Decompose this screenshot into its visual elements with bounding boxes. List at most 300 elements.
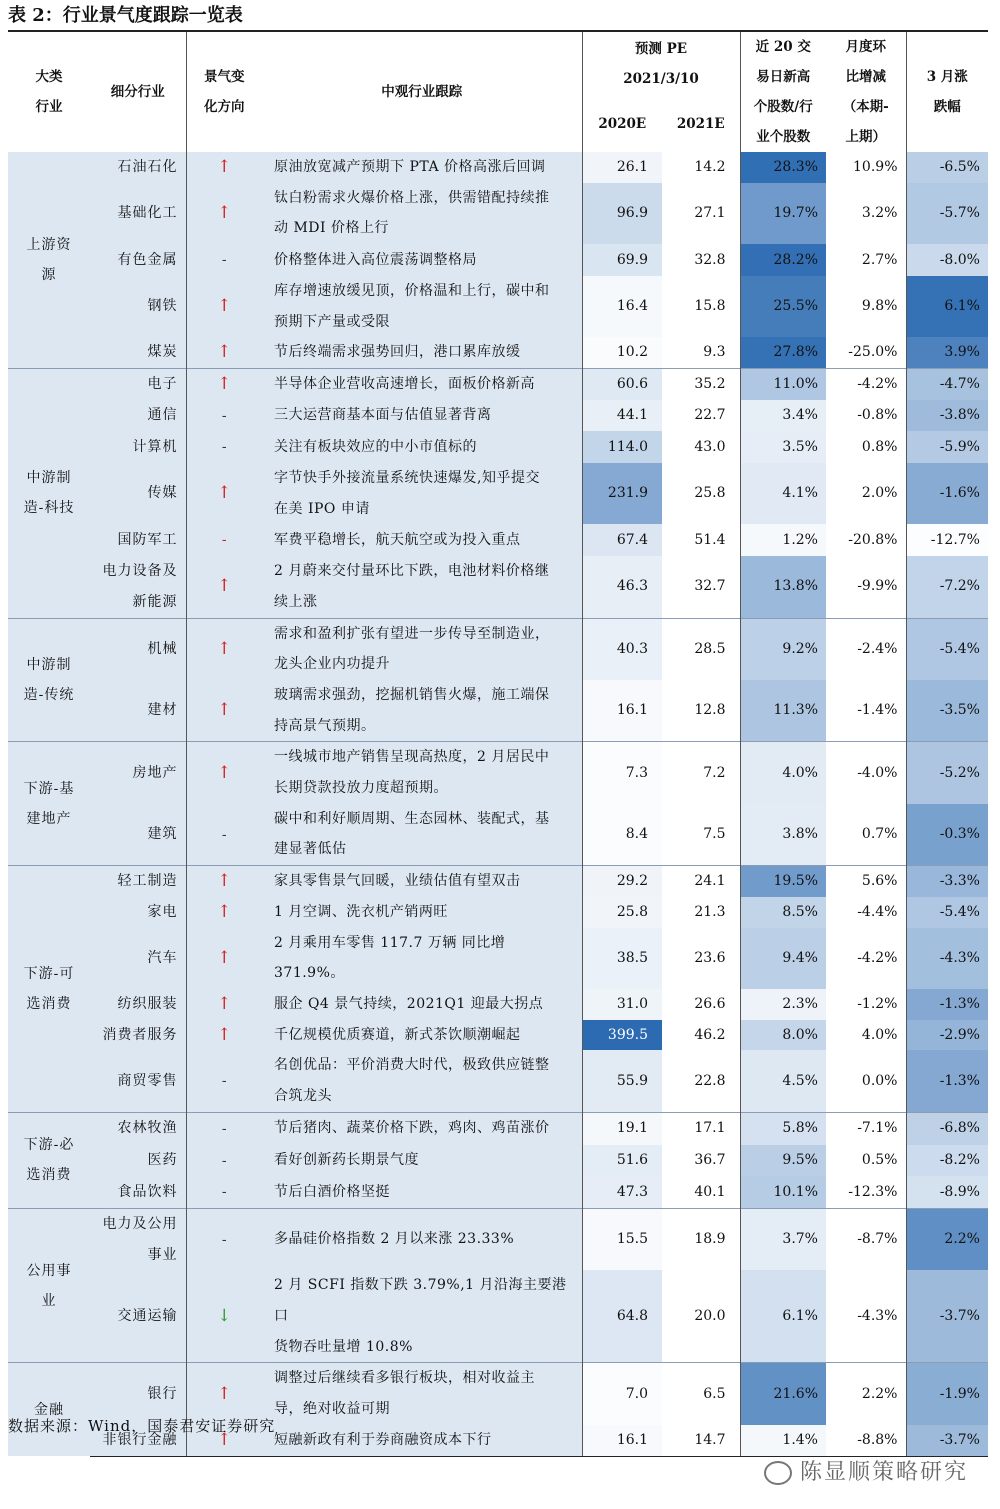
tracking-cell: 2 月乘用车零售 117.7 万辆 同比增 371.9%。 — [262, 928, 582, 989]
mom-change-cell: -4.3% — [857, 1308, 898, 1325]
tracking-cell: 原油放宽减产预期下 PTA 价格高涨后回调 — [262, 152, 582, 183]
pe-2020-cell: 15.5 — [582, 1208, 662, 1270]
sub-industry-cell: 通信 — [90, 400, 186, 432]
tracking-cell: 服企 Q4 景气持续，2021Q1 迎最大拐点 — [262, 989, 582, 1020]
dash-icon: - — [221, 252, 227, 269]
table-row — [8, 618, 988, 680]
tracking-cell: 价格整体进入高位震荡调整格局 — [262, 244, 582, 276]
new-high-cell: 9.5% — [740, 1145, 826, 1177]
pe-2021-cell: 18.9 — [662, 1208, 740, 1270]
pe-2020-cell: 44.1 — [582, 400, 662, 432]
arrow-up-icon: ↑ — [217, 373, 232, 394]
sub-industry-cell: 建材 — [90, 680, 186, 742]
pe-2021-cell: 40.1 — [694, 1183, 726, 1200]
mom-change-cell: -4.2% — [826, 368, 906, 399]
march-change-cell: -5.7% — [906, 183, 988, 244]
arrow-up-icon: ↑ — [217, 296, 232, 317]
pe-2020-cell: 29.2 — [582, 866, 662, 897]
pe-2020-cell: 60.6 — [582, 368, 662, 399]
march-change-cell: -3.7% — [906, 1425, 988, 1456]
header-sub-industry: 细分行业 — [110, 84, 165, 100]
sub-industry-cell: 机械 — [90, 618, 186, 680]
new-high-cell: 4.5% — [740, 1050, 826, 1112]
dash-icon: - — [221, 532, 227, 549]
tracking-cell: 节后白酒价格坚挺 — [262, 1176, 582, 1208]
header-march: 3 月涨 跌幅 — [906, 32, 988, 152]
sub-industry-cell: 食品饮料 — [90, 1176, 186, 1208]
tracking-cell: 短融新政有利于券商融资成本下行 — [262, 1425, 582, 1456]
pe-2020-cell: 46.3 — [582, 556, 662, 618]
table-row — [8, 431, 988, 463]
pe-2020-cell: 19.1 — [582, 1112, 662, 1144]
mom-change-cell: 2.7% — [861, 251, 898, 268]
table-row — [8, 152, 988, 183]
arrow-up-icon: ↑ — [217, 1429, 232, 1450]
tracking-cell: 看好创新药长期景气度 — [262, 1145, 582, 1177]
new-high-cell: 28.3% — [740, 152, 826, 183]
pe-2021-cell: 32.7 — [694, 578, 726, 595]
arrow-up-icon: ↑ — [217, 700, 232, 721]
sub-industry-cell: 电力设备及 新能源 — [90, 556, 186, 618]
mom-change-cell: 2.0% — [861, 485, 898, 502]
table-row — [8, 463, 988, 524]
march-change-cell: -5.4% — [906, 897, 988, 928]
arrow-up-icon: ↑ — [217, 203, 232, 224]
table-row — [8, 1112, 988, 1144]
direction-cell — [186, 1020, 262, 1051]
dash-icon: - — [221, 1073, 227, 1090]
mom-change-cell: -8.8% — [826, 1425, 906, 1456]
new-high-cell: 21.6% — [740, 1363, 826, 1425]
march-change-cell: -5.4% — [906, 618, 988, 680]
tracking-cell: 玻璃需求强劲，挖掘机销售火爆，施工端保 持高景气预期。 — [262, 680, 582, 742]
march-change-cell: -3.7% — [906, 1270, 988, 1363]
pe-2021-cell: 27.1 — [694, 205, 726, 222]
march-change-cell: -8.0% — [906, 244, 988, 276]
category-cell: 下游-基 建地产 — [8, 742, 90, 866]
new-high-cell: 1.4% — [740, 1425, 826, 1456]
header-mom: 月度环 比增减 （本期- 上期） — [842, 39, 889, 145]
industry-table — [8, 32, 988, 1457]
new-high-cell: 28.2% — [740, 244, 826, 276]
sub-industry-cell: 电子 — [90, 368, 186, 399]
new-high-cell: 8.5% — [740, 897, 826, 928]
arrow-up-icon: ↑ — [217, 993, 232, 1014]
pe-2020-cell: 67.4 — [582, 524, 662, 556]
march-change-cell: -1.3% — [906, 1050, 988, 1112]
direction-cell — [186, 1050, 262, 1112]
pe-2021-cell: 51.4 — [694, 531, 726, 548]
data-source-note: 数据来源：Wind，国泰君安证券研究 — [8, 1417, 276, 1435]
pe-2020-cell: 51.6 — [582, 1145, 662, 1177]
table-row — [8, 1270, 988, 1363]
sub-industry-cell: 石油石化 — [90, 152, 186, 183]
pe-2020-cell: 231.9 — [582, 463, 662, 524]
pe-2021-cell: 12.8 — [694, 702, 726, 719]
tracking-cell: 需求和盈利扩张有望进一步传导至制造业， 龙头企业内功提升 — [262, 618, 582, 680]
pe-2021-cell: 24.1 — [662, 866, 740, 897]
watermark-text: 陈显顺策略研究 — [799, 1460, 968, 1485]
pe-2020-cell: 16.4 — [582, 276, 662, 337]
sub-industry-cell: 商贸零售 — [90, 1050, 186, 1112]
mom-change-cell: 0.7% — [861, 826, 898, 843]
direction-cell — [186, 866, 262, 897]
pe-2020-cell: 8.4 — [582, 804, 662, 866]
mom-change-cell: -2.4% — [826, 618, 906, 680]
table-row — [8, 1145, 988, 1177]
sub-industry-cell: 轻工制造 — [90, 866, 186, 897]
mom-change-cell: -20.8% — [848, 531, 898, 548]
pe-2020-cell: 69.9 — [582, 244, 662, 276]
march-change-cell: 6.1% — [906, 276, 988, 337]
new-high-cell: 3.8% — [740, 804, 826, 866]
sub-industry-cell: 交通运输 — [90, 1270, 186, 1363]
sub-industry-cell: 银行 — [90, 1363, 186, 1425]
table-row — [8, 866, 988, 897]
new-high-cell: 3.5% — [740, 431, 826, 463]
direction-cell — [186, 400, 262, 432]
direction-cell — [186, 276, 262, 337]
pe-2021-cell: 28.5 — [662, 618, 740, 680]
pe-2020-cell: 31.0 — [582, 989, 662, 1020]
pe-2021-cell: 23.6 — [694, 949, 726, 966]
new-high-cell: 4.0% — [740, 742, 826, 804]
direction-cell — [186, 524, 262, 556]
sub-industry-cell: 农林牧渔 — [90, 1112, 186, 1144]
direction-cell — [186, 556, 262, 618]
pe-2020-cell: 7.3 — [582, 742, 662, 804]
direction-cell — [186, 183, 262, 244]
table-row — [8, 524, 988, 556]
tracking-cell: 调整过后继续看多银行板块，相对收益主 导，绝对收益可期 — [262, 1363, 582, 1425]
arrow-up-icon: ↑ — [217, 157, 232, 177]
tracking-cell: 半导体企业营收高速增长，面板价格新高 — [262, 368, 582, 399]
sub-industry-cell: 消费者服务 — [90, 1020, 186, 1051]
new-high-cell: 11.3% — [740, 680, 826, 742]
mom-change-cell: 3.2% — [861, 205, 898, 222]
new-high-cell: 13.8% — [740, 556, 826, 618]
march-change-cell: -8.2% — [906, 1145, 988, 1177]
pe-2021-cell: 43.0 — [694, 438, 726, 455]
tracking-cell: 节后猪肉、蔬菜价格下跌，鸡肉、鸡苗涨价 — [262, 1112, 582, 1144]
mom-change-cell: 0.8% — [861, 438, 898, 455]
header-pe-group: 预测 PE 2021/3/10 — [582, 32, 740, 95]
wechat-icon — [764, 1461, 792, 1485]
sub-industry-cell: 家电 — [90, 897, 186, 928]
pe-2021-cell: 7.5 — [703, 826, 726, 843]
sub-industry-cell: 计算机 — [90, 431, 186, 463]
march-change-cell: -3.3% — [906, 866, 988, 897]
tracking-cell: 名创优品：平价消费大时代，极致供应链整 合筑龙头 — [262, 1050, 582, 1112]
table-row — [8, 1176, 988, 1208]
march-change-cell: 2.2% — [906, 1208, 988, 1270]
pe-2021-cell: 14.2 — [694, 159, 726, 175]
sub-industry-cell: 房地产 — [90, 742, 186, 804]
arrow-up-icon: ↑ — [217, 576, 232, 597]
new-high-cell: 19.5% — [740, 866, 826, 897]
dash-icon: - — [221, 826, 227, 843]
arrow-up-icon: ↑ — [217, 342, 232, 363]
direction-cell — [186, 244, 262, 276]
table-row — [8, 556, 988, 618]
sub-industry-cell: 纺织服装 — [90, 989, 186, 1020]
march-change-cell: -1.9% — [906, 1363, 988, 1425]
pe-2021-cell: 35.2 — [662, 368, 740, 399]
direction-cell — [186, 337, 262, 368]
dash-icon: - — [221, 1231, 227, 1248]
new-high-cell: 9.4% — [740, 928, 826, 989]
pe-2020-cell: 7.0 — [582, 1363, 662, 1425]
direction-cell — [186, 1145, 262, 1177]
table-title: 表 2：行业景气度跟踪一览表 — [8, 5, 243, 26]
pe-2021-cell: 9.3 — [703, 344, 726, 361]
direction-cell — [186, 989, 262, 1020]
march-change-cell: -4.3% — [906, 928, 988, 989]
tracking-cell: 家具零售景气回暖，业绩估值有望双击 — [262, 866, 582, 897]
tracking-cell: 节后终端需求强势回归，港口累库放缓 — [262, 337, 582, 368]
tracking-cell: 多晶硅价格指数 2 月以来涨 23.33% — [262, 1208, 582, 1270]
pe-2021-cell: 25.8 — [694, 485, 726, 502]
pe-2021-cell: 32.8 — [694, 251, 726, 268]
tracking-cell: 三大运营商基本面与估值显著背离 — [262, 400, 582, 432]
march-change-cell: -6.5% — [906, 152, 988, 183]
header-new-high: 近 20 交 易日新高 个股数/行 业个股数 — [740, 32, 826, 152]
dash-icon: - — [221, 1152, 227, 1169]
march-change-cell: -5.9% — [906, 431, 988, 463]
new-high-cell: 10.1% — [740, 1176, 826, 1208]
march-change-cell: -1.3% — [906, 989, 988, 1020]
new-high-cell: 27.8% — [740, 337, 826, 368]
new-high-cell: 8.0% — [740, 1020, 826, 1051]
march-change-cell: -7.2% — [906, 556, 988, 618]
march-change-cell: -3.5% — [906, 680, 988, 742]
mom-change-cell: -4.0% — [826, 742, 906, 804]
table-row — [8, 928, 988, 989]
march-change-cell: -2.9% — [906, 1020, 988, 1051]
new-high-cell: 2.3% — [740, 989, 826, 1020]
new-high-cell: 3.4% — [740, 400, 826, 432]
direction-cell — [186, 431, 262, 463]
sub-industry-cell: 钢铁 — [90, 276, 186, 337]
table-row — [8, 368, 988, 399]
tracking-cell: 一线城市地产销售呈现高热度，2 月居民中 长期贷款投放力度超预期。 — [262, 742, 582, 804]
sub-industry-cell: 有色金属 — [90, 244, 186, 276]
pe-2020-cell: 55.9 — [582, 1050, 662, 1112]
pe-2020-cell: 64.8 — [582, 1270, 662, 1363]
category-cell: 中游制 造-传统 — [8, 618, 90, 742]
arrow-up-icon: ↑ — [217, 901, 232, 922]
tracking-cell: 千亿规模优质赛道，新式茶饮顺潮崛起 — [262, 1020, 582, 1051]
tracking-cell: 关注有板块效应的中小市值标的 — [262, 431, 582, 463]
pe-2020-cell: 25.8 — [582, 897, 662, 928]
pe-2020-cell: 16.1 — [582, 680, 662, 742]
table-row — [8, 1020, 988, 1051]
pe-2020-cell: 96.9 — [582, 183, 662, 244]
direction-cell — [186, 1176, 262, 1208]
direction-cell — [186, 804, 262, 866]
direction-cell — [186, 1208, 262, 1270]
tracking-cell: 2 月蔚来交付量环比下跌，电池材料价格继 续上涨 — [262, 556, 582, 618]
sub-industry-cell: 医药 — [90, 1145, 186, 1177]
direction-cell — [186, 928, 262, 989]
direction-cell — [186, 618, 262, 680]
table-row — [8, 1208, 988, 1270]
category-cell: 金融 — [8, 1363, 90, 1456]
dash-icon: - — [221, 1184, 227, 1201]
new-high-cell: 19.7% — [740, 183, 826, 244]
header-direction: 景气变 化方向 — [186, 32, 262, 152]
pe-2021-cell: 7.2 — [662, 742, 740, 804]
pe-2021-cell: 26.6 — [694, 995, 726, 1012]
table-row — [8, 1050, 988, 1112]
sub-industry-cell: 传媒 — [90, 463, 186, 524]
dash-icon: - — [221, 439, 227, 456]
arrow-up-icon: ↑ — [217, 1383, 232, 1404]
category-cell: 下游-可 选消费 — [8, 866, 90, 1113]
watermark — [764, 1455, 968, 1486]
march-change-cell: 3.9% — [906, 337, 988, 368]
mom-change-cell: -4.4% — [857, 903, 898, 920]
mom-change-cell: -7.1% — [826, 1112, 906, 1144]
march-change-cell: -0.3% — [906, 804, 988, 866]
sub-industry-cell: 煤炭 — [90, 337, 186, 368]
pe-2021-cell: 14.7 — [662, 1425, 740, 1456]
tracking-cell: 2 月 SCFI 指数下跌 3.79%,1 月沿海主要港口 货物吞吐量增 10.8% — [262, 1270, 582, 1363]
pe-2021-cell: 15.8 — [694, 298, 726, 315]
march-change-cell: -4.7% — [906, 368, 988, 399]
table-row — [8, 804, 988, 866]
pe-2020-cell: 10.2 — [582, 337, 662, 368]
mom-change-cell: 0.0% — [861, 1072, 898, 1089]
mom-change-cell: 2.2% — [826, 1363, 906, 1425]
tracking-cell: 1 月空调、洗衣机产销两旺 — [262, 897, 582, 928]
mom-change-cell: -0.8% — [857, 407, 898, 424]
mom-change-cell: 10.9% — [853, 159, 898, 175]
mom-change-cell: 0.5% — [861, 1152, 898, 1168]
dash-icon: - — [221, 1120, 227, 1137]
table-row — [8, 244, 988, 276]
mom-change-cell: -4.2% — [857, 949, 898, 966]
header-pe-2021: 2021E — [676, 115, 725, 132]
table-body — [8, 152, 988, 1456]
sub-industry-cell: 非银行金融 — [90, 1425, 186, 1456]
category-cell: 公用事 业 — [8, 1208, 90, 1363]
table-row — [8, 400, 988, 432]
mom-change-cell: -1.4% — [857, 702, 898, 719]
direction-cell — [186, 680, 262, 742]
new-high-cell: 5.8% — [740, 1112, 826, 1144]
pe-2021-cell: 46.2 — [694, 1026, 726, 1043]
tracking-cell: 钛白粉需求火爆价格上涨，供需错配持续推 动 MDI 价格上行 — [262, 183, 582, 244]
pe-2021-cell: 22.7 — [694, 407, 726, 424]
direction-cell — [186, 463, 262, 524]
pe-2020-cell: 40.3 — [582, 618, 662, 680]
pe-2020-cell: 47.3 — [582, 1176, 662, 1208]
arrow-up-icon: ↑ — [217, 1024, 232, 1045]
mom-change-cell: 4.0% — [861, 1026, 898, 1043]
direction-cell — [186, 368, 262, 399]
sub-industry-cell: 电力及公用 事业 — [90, 1208, 186, 1270]
tracking-cell: 碳中和利好顺周期、生态园林、装配式，基 建显著低估 — [262, 804, 582, 866]
new-high-cell: 25.5% — [740, 276, 826, 337]
tracking-cell: 军费平稳增长，航天航空或为投入重点 — [262, 524, 582, 556]
table-row — [8, 680, 988, 742]
header-tracking: 中观行业跟踪 — [381, 84, 463, 100]
mom-change-cell: 9.8% — [861, 298, 898, 315]
arrow-up-icon: ↑ — [217, 483, 232, 504]
new-high-cell: 3.7% — [740, 1208, 826, 1270]
table-row — [8, 337, 988, 368]
sub-industry-cell: 汽车 — [90, 928, 186, 989]
table-row — [8, 183, 988, 244]
new-high-cell: 11.0% — [740, 368, 826, 399]
new-high-cell: 1.2% — [740, 524, 826, 556]
march-change-cell: -1.6% — [906, 463, 988, 524]
march-change-cell: -3.8% — [906, 400, 988, 432]
direction-cell — [186, 1270, 262, 1363]
pe-2021-cell: 17.1 — [662, 1112, 740, 1144]
pe-2020-cell: 114.0 — [582, 431, 662, 463]
march-change-cell: -12.7% — [906, 524, 988, 556]
sub-industry-cell: 国防军工 — [90, 524, 186, 556]
table-row — [8, 897, 988, 928]
arrow-up-icon: ↑ — [217, 762, 232, 783]
arrow-up-icon: ↑ — [217, 871, 232, 892]
pe-2020-cell: 399.5 — [582, 1020, 662, 1051]
dash-icon: - — [221, 407, 227, 424]
sub-industry-cell: 建筑 — [90, 804, 186, 866]
mom-change-cell: -1.2% — [857, 995, 898, 1012]
mom-change-cell: -12.3% — [848, 1183, 898, 1200]
category-cell: 中游制 造-科技 — [8, 368, 90, 618]
direction-cell — [186, 742, 262, 804]
new-high-cell: 4.1% — [740, 463, 826, 524]
pe-2021-cell: 20.0 — [694, 1308, 726, 1325]
mom-change-cell: -9.9% — [857, 578, 898, 595]
arrow-up-icon: ↑ — [217, 638, 232, 659]
sub-industry-cell: 基础化工 — [90, 183, 186, 244]
table-row — [8, 989, 988, 1020]
pe-2021-cell: 21.3 — [694, 903, 726, 920]
direction-cell — [186, 1112, 262, 1144]
pe-2020-cell: 38.5 — [582, 928, 662, 989]
mom-change-cell: -25.0% — [848, 344, 898, 361]
pe-2020-cell: 26.1 — [582, 152, 662, 183]
march-change-cell: -5.2% — [906, 742, 988, 804]
header-category: 大类 行业 — [35, 69, 63, 115]
table-row — [8, 742, 988, 804]
table-row — [8, 276, 988, 337]
direction-cell — [186, 152, 262, 183]
mom-change-cell: -8.7% — [826, 1208, 906, 1270]
pe-2020-cell: 16.1 — [582, 1425, 662, 1456]
tracking-cell: 字节快手外接流量系统快速爆发,知乎提交 在美 IPO 申请 — [262, 463, 582, 524]
direction-cell — [186, 897, 262, 928]
arrow-down-icon: ↓ — [217, 1306, 232, 1327]
category-cell: 上游资 源 — [8, 152, 90, 368]
new-high-cell: 9.2% — [740, 618, 826, 680]
tracking-cell: 库存增速放缓见顶，价格温和上行，碳中和 预期下产量或受限 — [262, 276, 582, 337]
pe-2021-cell: 6.5 — [662, 1363, 740, 1425]
category-cell: 下游-必 选消费 — [8, 1112, 90, 1208]
pe-2021-cell: 22.8 — [694, 1072, 726, 1089]
mom-change-cell: 5.6% — [826, 866, 906, 897]
arrow-up-icon: ↑ — [217, 947, 232, 968]
new-high-cell: 6.1% — [740, 1270, 826, 1363]
march-change-cell: -6.8% — [906, 1112, 988, 1144]
march-change-cell: -8.9% — [906, 1176, 988, 1208]
header-pe-2020: 2020E — [582, 95, 662, 152]
